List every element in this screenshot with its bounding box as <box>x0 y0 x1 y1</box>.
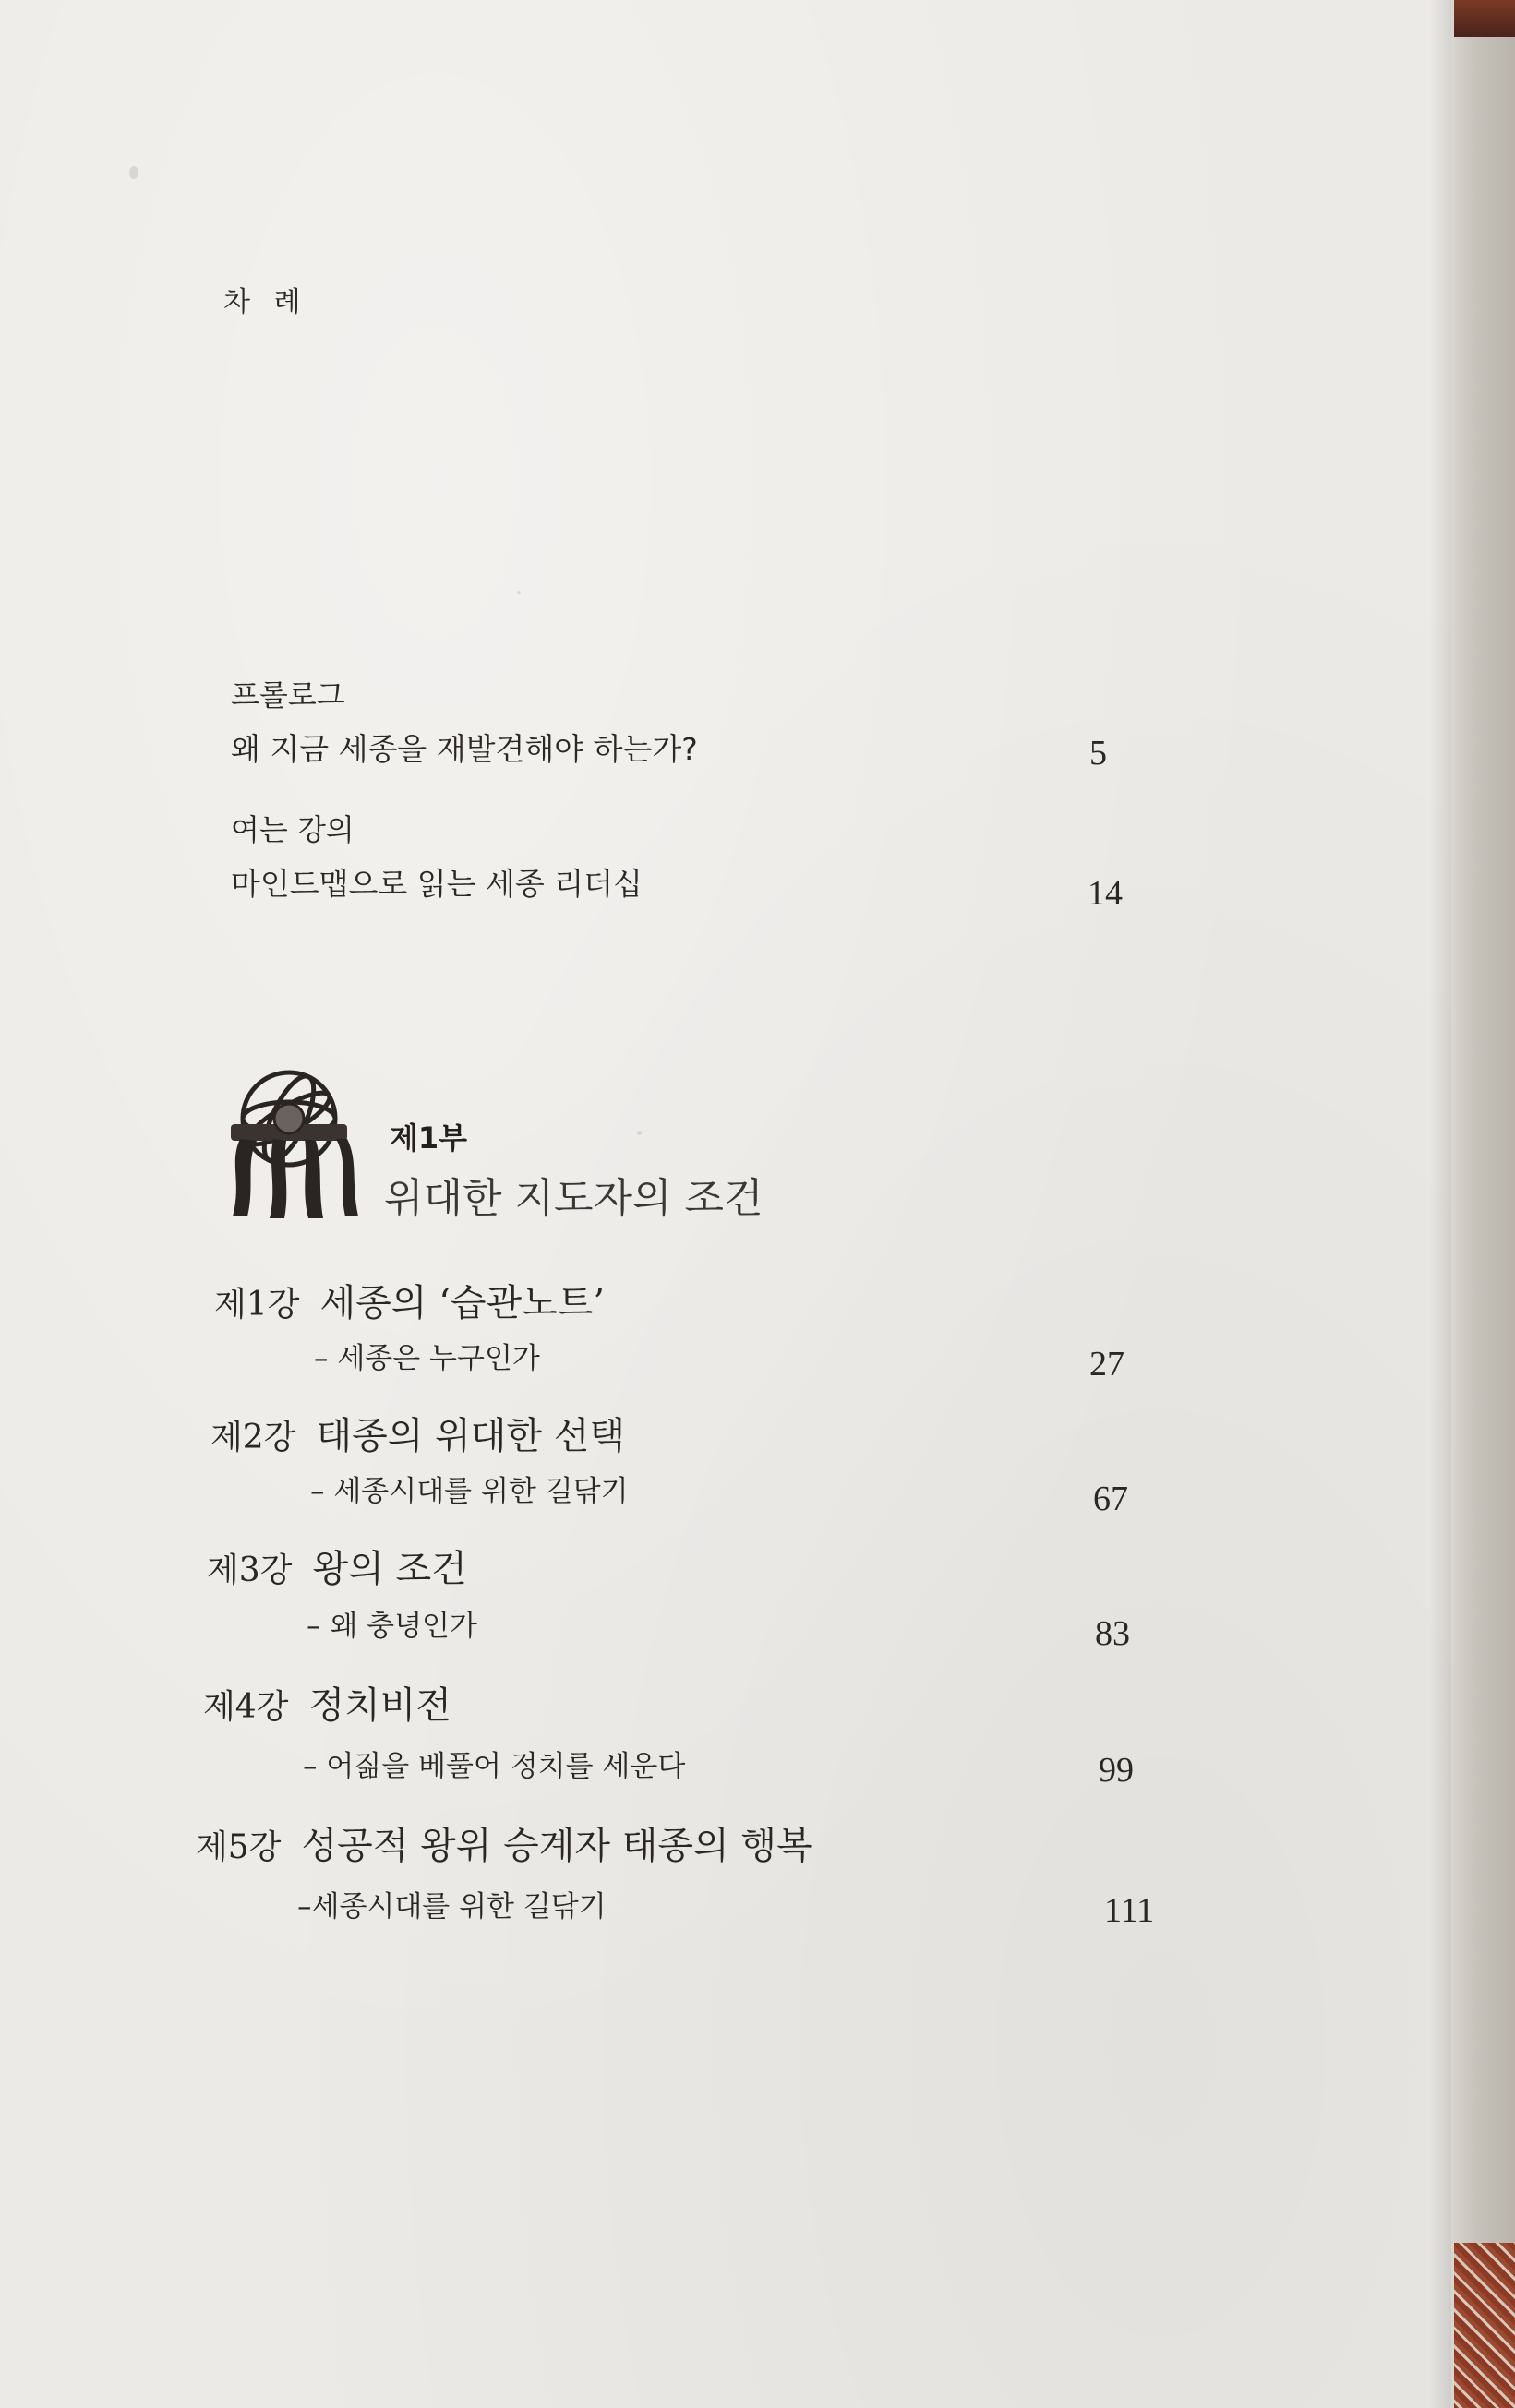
lecture-5-subtitle: –세종시대를 위한 길닦기 <box>297 1890 607 1923</box>
lecture-1-heading[interactable] <box>214 1274 605 1326</box>
lecture-4-page-number[interactable]: 99 <box>1099 1751 1134 1790</box>
paper-speck <box>129 166 138 179</box>
lecture-5-page-number[interactable]: 111 <box>1104 1891 1155 1930</box>
paper-speck <box>517 591 521 594</box>
toc-title: 차 례 <box>223 286 308 318</box>
lecture-4-heading[interactable] <box>203 1676 451 1729</box>
lecture-title: 태종의 위대한 선택 <box>316 1415 626 1457</box>
prologue-title[interactable]: 왜 지금 세종을 재발견해야 하는가? <box>231 731 698 767</box>
lecture-2-heading[interactable] <box>210 1407 625 1459</box>
lecture-number: 제3강 <box>207 1551 293 1589</box>
lecture-title: 세종의 ‘습관노트’ <box>319 1282 606 1324</box>
lecture-3-page-number[interactable]: 83 <box>1095 1614 1130 1653</box>
lecture-number: 제5강 <box>196 1828 282 1866</box>
lecture-1-subtitle: – 세종은 누구인가 <box>314 1342 540 1375</box>
lecture-title: 정치비전 <box>308 1684 452 1727</box>
lecture-number: 제1강 <box>214 1286 300 1324</box>
lecture-2-subtitle: – 세종시대를 위한 길닦기 <box>310 1475 629 1508</box>
lecture-title: 성공적 왕위 승계자 태종의 행복 <box>301 1825 812 1867</box>
opening-lecture-title[interactable]: 마인드맵으로 읽는 세종 리더십 <box>231 866 643 902</box>
lecture-title: 왕의 조건 <box>312 1548 467 1590</box>
opening-lecture-label: 여는 강의 <box>231 812 355 847</box>
lecture-3-subtitle: – 왜 충녕인가 <box>307 1610 477 1643</box>
paper-speck <box>637 1131 642 1135</box>
part-label: 제1부 <box>390 1120 468 1156</box>
lecture-1-page-number[interactable]: 27 <box>1089 1345 1124 1384</box>
lecture-5-heading[interactable] <box>196 1816 812 1869</box>
adjacent-page-edge <box>1451 37 1515 2243</box>
lecture-2-page-number[interactable]: 67 <box>1093 1480 1128 1518</box>
page-shadow <box>1429 0 1451 2408</box>
lecture-3-heading[interactable] <box>207 1539 467 1592</box>
background-fabric-bottom <box>1451 2243 1515 2408</box>
lecture-number: 제2강 <box>210 1419 296 1456</box>
prologue-label: 프롤로그 <box>231 677 345 713</box>
part-title[interactable]: 위대한 지도자의 조건 <box>384 1175 764 1222</box>
lecture-number: 제4강 <box>203 1688 289 1726</box>
opening-lecture-page-number[interactable]: 14 <box>1088 874 1123 913</box>
lecture-4-subtitle: – 어짊을 베풀어 정치를 세운다 <box>303 1750 686 1783</box>
armillary-sphere-icon <box>220 1061 358 1223</box>
prologue-page-number[interactable]: 5 <box>1089 734 1107 773</box>
